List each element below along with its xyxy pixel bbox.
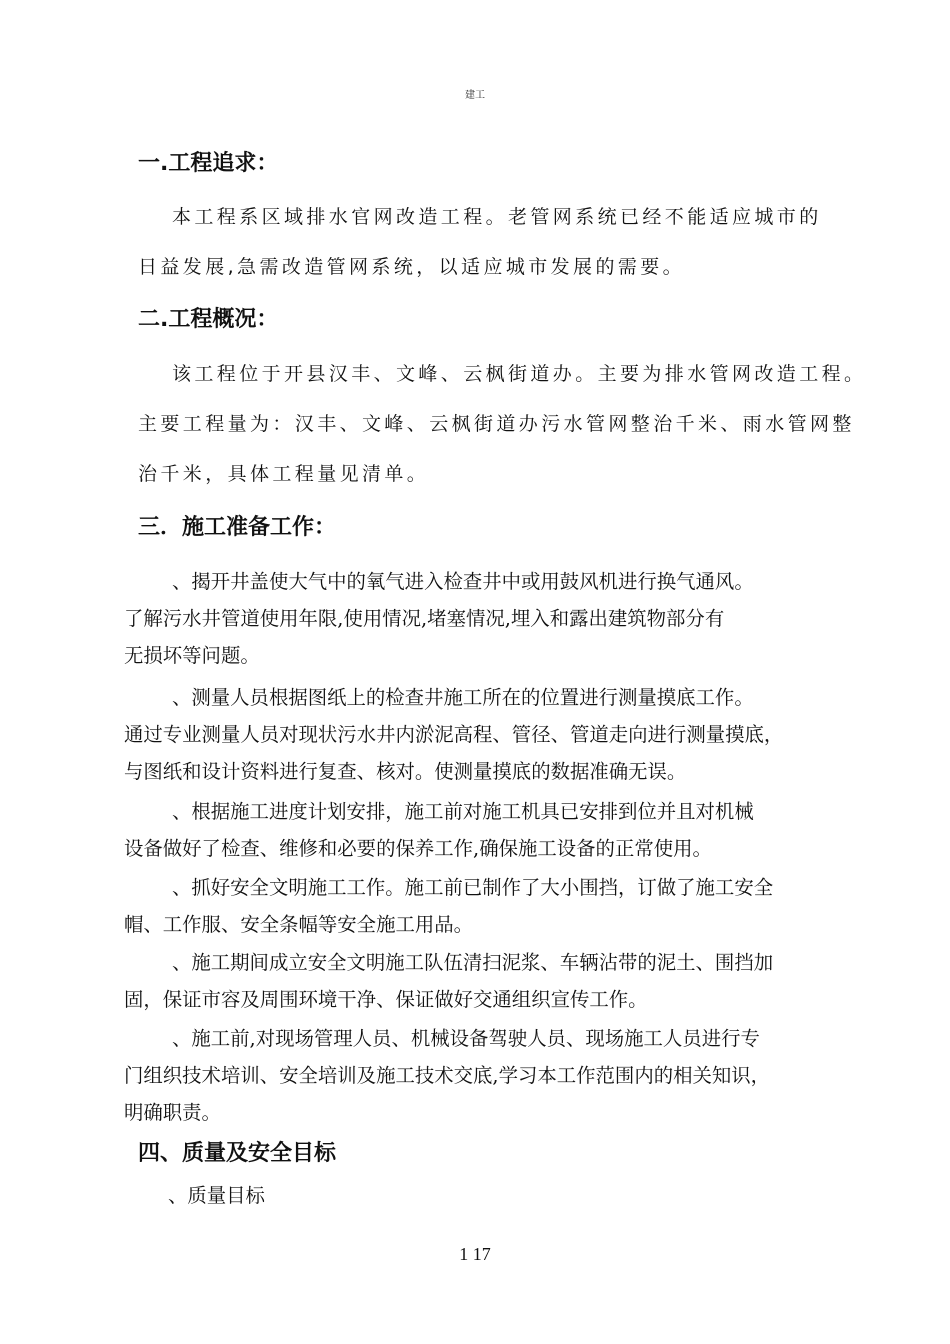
paragraph-line: 固，保证市容及周围环境干净、保证做好交通组织宣传工作。: [124, 988, 648, 1011]
paragraph-line: 、施工期间成立安全文明施工队伍清扫泥浆、车辆沾带的泥土、围挡加: [172, 951, 774, 974]
paragraph-line: 日益发展,急需改造管网系统，以适应城市发展的需要。: [138, 256, 686, 278]
paragraph-line: 、质量目标: [168, 1184, 265, 1207]
page-number: 1 17: [459, 1244, 491, 1264]
paragraph-line: 该工程位于开县汉丰、文峰、云枫街道办。主要为排水管网改造工程。: [172, 363, 867, 385]
section-heading-1: 一.工程追求：: [138, 151, 279, 176]
paragraph-line: 本工程系区域排水官网改造工程。老管网系统已经不能适应城市的: [172, 206, 822, 228]
section-heading-3: 三．施工准备工作：: [138, 515, 337, 540]
paragraph-line: 无损坏等问题。: [124, 644, 260, 667]
paragraph-line: 帽、工作服、安全条幅等安全施工用品。: [124, 913, 474, 936]
paragraph-line: 通过专业测量人员对现状污水井内淤泥高程、管径、管道走向进行测量摸底，: [124, 723, 784, 746]
paragraph-line: 、根据施工进度计划安排，施工前对施工机具已安排到位并且对机械: [172, 800, 754, 823]
section-heading-2: 二.工程概况：: [138, 307, 279, 332]
paragraph-line: 、揭开井盖使大气中的氧气进入检查井中或用鼓风机进行换气通风。: [172, 570, 754, 593]
section-heading-4: 四、质量及安全目标: [138, 1141, 337, 1166]
paragraph-line: 治千米，具体工程量见清单。: [138, 463, 430, 485]
paragraph-line: 明确职责。: [124, 1101, 221, 1124]
paragraph-line: 门组织技术培训、安全培训及施工技术交底,学习本工作范围内的相关知识，: [124, 1064, 771, 1087]
paragraph-line: 主要工程量为：汉丰、文峰、云枫街道办污水管网整治千米、雨水管网整: [138, 413, 855, 435]
paragraph-line: 与图纸和设计资料进行复查、核对。使测量摸底的数据准确无误。: [124, 760, 687, 783]
paragraph-line: 、抓好安全文明施工工作。施工前已制作了大小围挡，订做了施工安全: [172, 876, 774, 899]
paragraph-line: 设备做好了检查、维修和必要的保养工作,确保施工设备的正常使用。: [124, 837, 712, 860]
paragraph-line: 了解污水井管道使用年限,使用情况,堵塞情况,埋入和露出建筑物部分有: [124, 607, 725, 630]
page-header: 建工: [465, 90, 485, 101]
paragraph-line: 、测量人员根据图纸上的检查井施工所在的位置进行测量摸底工作。: [172, 686, 754, 709]
paragraph-line: 、施工前,对现场管理人员、机械设备驾驶人员、现场施工人员进行专: [172, 1027, 760, 1050]
